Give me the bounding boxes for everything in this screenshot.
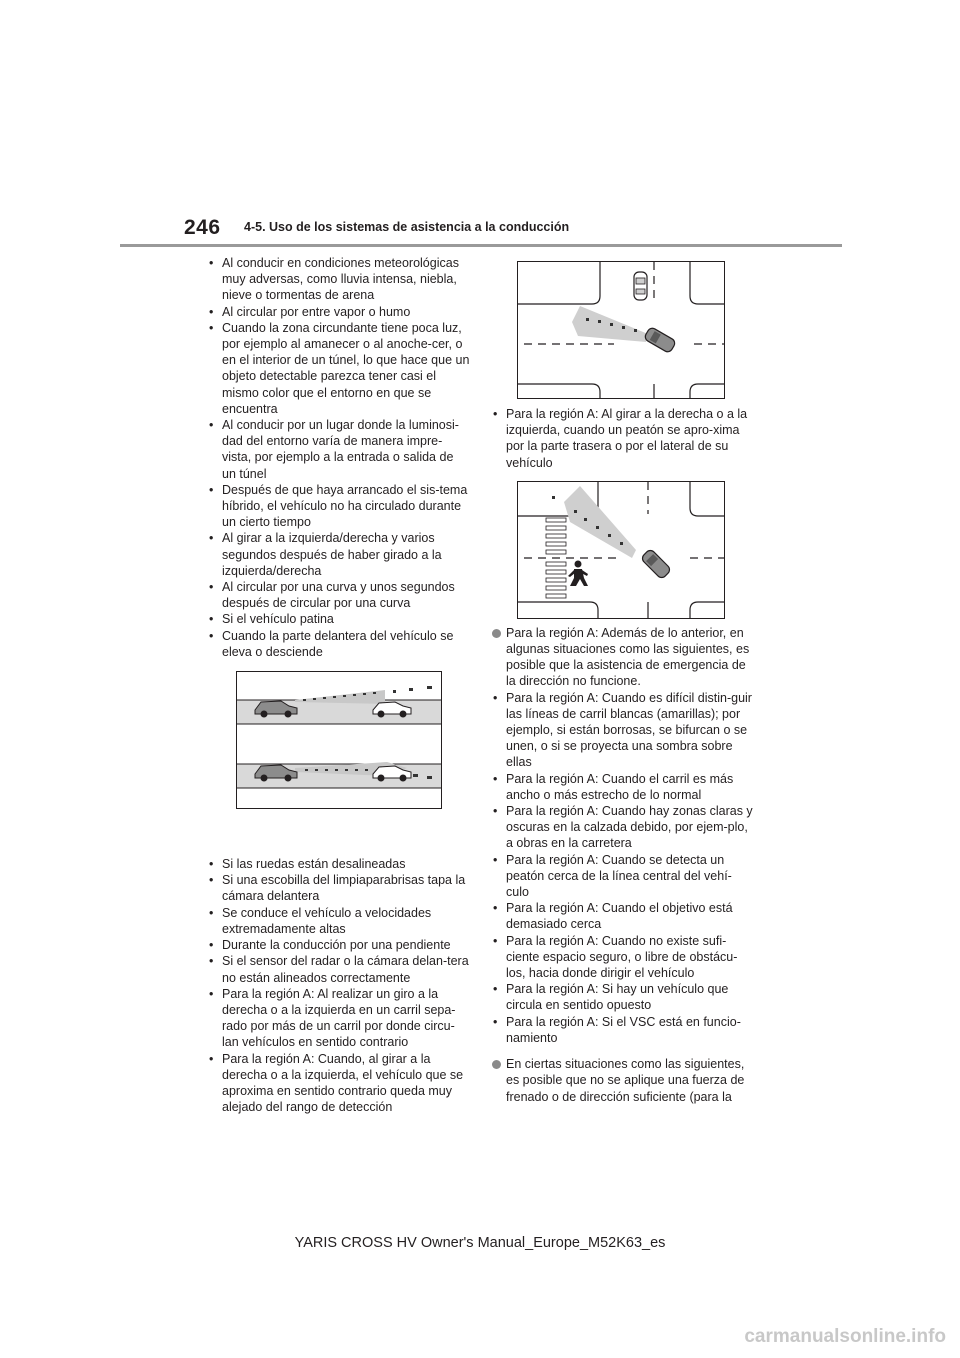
figure-intersection-turn xyxy=(517,261,725,399)
figure-spacer xyxy=(492,553,754,625)
list-item: • Para la región A: Si hay un vehículo que circula en sentido opuesto xyxy=(492,981,754,1013)
list-item: • Para la región A: Al realizar un giro a la derecha o a la izquierda en un carril sepa-rado por más de un carril por donde circu-lan vehículos en sentido contrario xyxy=(208,986,470,1051)
list-item: • Si las ruedas están desalineadas xyxy=(208,856,470,872)
car-icon xyxy=(634,272,647,300)
list-item: • Para la región A: Cuando se detecta un peatón cerca de la línea central del vehí-culo xyxy=(492,852,754,901)
paragraph-text: Para la región A: Además de lo anterior, en algunas situaciones como las siguientes, es posible que la asistencia de emergencia de la dirección no funcione. xyxy=(506,625,750,689)
list-item: • Para la región A: Cuando hay zonas claras y oscuras en la calzada debido, por ejem-plo, a obras en la carretera xyxy=(492,803,754,852)
list-item: • Para la región A: Al girar a la derecha o a la izquierda, cuando un peatón se apro-xima por la parte trasera o por el lateral de su vehículo xyxy=(492,406,754,471)
bullet-dot-icon xyxy=(492,1060,501,1069)
list-item: • Se conduce el vehículo a velocidades extremadamente altas xyxy=(208,905,470,937)
section-title: 4-5. Uso de los sistemas de asistencia a la conducción xyxy=(244,220,570,234)
bullet-dot-icon xyxy=(492,629,501,638)
list-item: • Para la región A: Cuando el carril es más ancho o más estrecho de lo normal xyxy=(492,771,754,803)
list-item: • Al conducir por un lugar donde la luminosi-dad del entorno varía de manera impre-vista, por ejemplo a la entrada o salida de un túnel xyxy=(208,417,470,482)
list-item: • Durante la conducción por una pendiente xyxy=(208,937,470,953)
cars-road-illustration xyxy=(237,672,441,808)
right-list-a1 xyxy=(492,406,754,471)
radar-beam-top xyxy=(295,690,385,704)
left-list-bottom xyxy=(208,856,470,1115)
list-item: • Cuando la parte delantera del vehículo se eleva o desciende xyxy=(208,628,470,660)
info-paragraph xyxy=(492,1056,754,1105)
list-item: • Si el sensor del radar o la cámara delan-tera no están alineados correctamente xyxy=(208,953,470,985)
list-item: • Al circular por una curva y unos segundos después de circular por una curva xyxy=(208,579,470,611)
list-item: • Si una escobilla del limpiaparabrisas tapa la cámara delantera xyxy=(208,872,470,904)
list-item: • Al circular por entre vapor o humo xyxy=(208,304,470,320)
list-item: • Para la región A: Cuando es difícil distin-guir las líneas de carril blancas (amarillas); por ejemplo, si están borrosas, se bifurcan o se unen, o si se proyecta una sombra sobre ellas xyxy=(492,690,754,771)
list-item: • Para la región A: Cuando el objetivo está demasiado cerca xyxy=(492,900,754,932)
info-paragraph xyxy=(492,625,754,690)
page-number: 246 xyxy=(184,216,221,239)
list-item: • Si el vehículo patina xyxy=(208,611,470,627)
paragraph-text: En ciertas situaciones como las siguientes, es posible que no se aplique una fuerza de frenado o de dirección suficiente (para la xyxy=(506,1057,745,1104)
right-column xyxy=(492,406,754,1105)
list-item: • Al conducir en condiciones meteorológicas muy adversas, como lluvia intensa, niebla, nieve o tormentas de arena xyxy=(208,255,470,304)
watermark: carmanualsonline.info xyxy=(744,1326,946,1347)
car-icon xyxy=(644,326,677,353)
figure-cars-road xyxy=(236,671,442,809)
intersection-turn-illustration xyxy=(518,262,724,398)
header-rule xyxy=(120,244,842,247)
list-item: • Al girar a la izquierda/derecha y varios segundos después de haber girado a la izquierda/derecha xyxy=(208,530,470,579)
right-list-b xyxy=(492,690,754,1046)
list-item: • Después de que haya arrancado el sis-tema híbrido, el vehículo no ha circulado durante un cierto tiempo xyxy=(208,482,470,531)
figure-spacer xyxy=(492,471,754,553)
footer-manual-id: YARIS CROSS HV Owner's Manual_Europe_M52K63_es xyxy=(294,1235,666,1251)
left-list-top xyxy=(208,255,470,660)
list-item: • Para la región A: Si el VSC está en funcio-namiento xyxy=(492,1014,754,1046)
list-item: • Para la región A: Cuando no existe sufi-ciente espacio seguro, o libre de obstácu-los, hacia donde dirigir el vehículo xyxy=(492,933,754,982)
list-item: • Para la región A: Cuando, al girar a la derecha o a la izquierda, el vehículo que se aproxima en sentido contrario queda muy alejado del rango de detección xyxy=(208,1051,470,1116)
list-item: • Cuando la zona circundante tiene poca luz, por ejemplo al amanecer o al anoche-cer, o en el interior de un túnel, lo que hace que un objeto detectable parezca tener casi el mismo color que el entorno en que se encuentra xyxy=(208,320,470,417)
